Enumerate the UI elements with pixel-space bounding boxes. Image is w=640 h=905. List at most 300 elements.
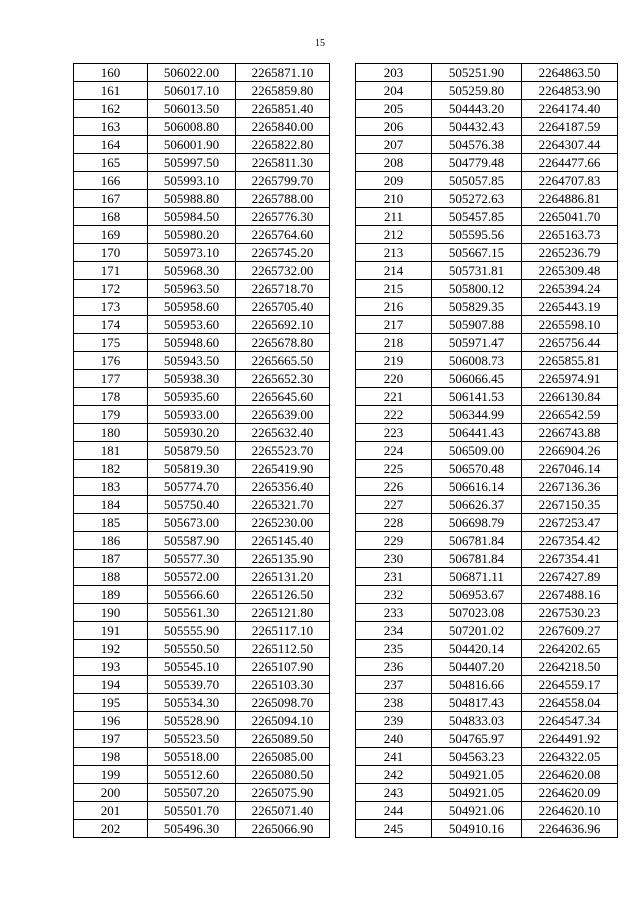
table-row	[74, 550, 330, 568]
point-number-cell: 210	[356, 190, 432, 208]
point-number-cell: 207	[356, 136, 432, 154]
x-coordinate-cell: 506001.90	[148, 136, 236, 154]
point-number-cell: 182	[74, 460, 148, 478]
point-number-cell: 223	[356, 424, 432, 442]
y-coordinate-cell: 2267354.41	[522, 550, 618, 568]
y-coordinate-cell: 2265121.80	[236, 604, 330, 622]
point-number-cell: 201	[74, 802, 148, 820]
y-coordinate-cell: 2267427.89	[522, 568, 618, 586]
point-number-cell: 241	[356, 748, 432, 766]
x-coordinate-cell: 505057.85	[432, 172, 522, 190]
table-row	[74, 712, 330, 730]
y-coordinate-cell: 2265356.40	[236, 478, 330, 496]
point-number-cell: 228	[356, 514, 432, 532]
table-row	[356, 784, 618, 802]
table-row	[74, 802, 330, 820]
table-row	[74, 244, 330, 262]
y-coordinate-cell: 2265041.70	[522, 208, 618, 226]
table-row	[74, 406, 330, 424]
table-row	[356, 244, 618, 262]
x-coordinate-cell: 505523.50	[148, 730, 236, 748]
y-coordinate-cell: 2266743.88	[522, 424, 618, 442]
point-number-cell: 178	[74, 388, 148, 406]
table-row	[74, 460, 330, 478]
point-number-cell: 238	[356, 694, 432, 712]
y-coordinate-cell: 2265692.10	[236, 316, 330, 334]
y-coordinate-cell: 2264559.17	[522, 676, 618, 694]
y-coordinate-cell: 2265071.40	[236, 802, 330, 820]
x-coordinate-cell: 505938.30	[148, 370, 236, 388]
y-coordinate-cell: 2265776.30	[236, 208, 330, 226]
y-coordinate-cell: 2265756.44	[522, 334, 618, 352]
y-coordinate-cell: 2264477.66	[522, 154, 618, 172]
x-coordinate-cell: 504921.06	[432, 802, 522, 820]
point-number-cell: 165	[74, 154, 148, 172]
table-row	[356, 226, 618, 244]
table-row	[74, 496, 330, 514]
point-number-cell: 215	[356, 280, 432, 298]
x-coordinate-cell: 504576.38	[432, 136, 522, 154]
x-coordinate-cell: 505518.00	[148, 748, 236, 766]
x-coordinate-cell: 505935.60	[148, 388, 236, 406]
point-number-cell: 239	[356, 712, 432, 730]
x-coordinate-cell: 505973.10	[148, 244, 236, 262]
point-number-cell: 216	[356, 298, 432, 316]
y-coordinate-cell: 2265075.90	[236, 784, 330, 802]
x-coordinate-cell: 505907.88	[432, 316, 522, 334]
y-coordinate-cell: 2264636.96	[522, 820, 618, 838]
point-number-cell: 173	[74, 298, 148, 316]
x-coordinate-cell: 506022.00	[148, 64, 236, 82]
x-coordinate-cell: 505997.50	[148, 154, 236, 172]
point-number-cell: 209	[356, 172, 432, 190]
x-coordinate-cell: 506626.37	[432, 496, 522, 514]
x-coordinate-cell: 506013.50	[148, 100, 236, 118]
table-row	[356, 334, 618, 352]
y-coordinate-cell: 2265678.80	[236, 334, 330, 352]
point-number-cell: 167	[74, 190, 148, 208]
y-coordinate-cell: 2265799.70	[236, 172, 330, 190]
x-coordinate-cell: 505879.50	[148, 442, 236, 460]
x-coordinate-cell: 506008.80	[148, 118, 236, 136]
x-coordinate-cell: 504420.14	[432, 640, 522, 658]
point-number-cell: 205	[356, 100, 432, 118]
y-coordinate-cell: 2265974.91	[522, 370, 618, 388]
y-coordinate-cell: 2266904.26	[522, 442, 618, 460]
point-number-cell: 177	[74, 370, 148, 388]
table-row	[356, 442, 618, 460]
x-coordinate-cell: 504817.43	[432, 694, 522, 712]
point-number-cell: 194	[74, 676, 148, 694]
table-row	[74, 424, 330, 442]
point-number-cell: 189	[74, 586, 148, 604]
table-row	[356, 388, 618, 406]
x-coordinate-cell: 505528.90	[148, 712, 236, 730]
table-row	[74, 532, 330, 550]
point-number-cell: 184	[74, 496, 148, 514]
y-coordinate-cell: 2265066.90	[236, 820, 330, 838]
x-coordinate-cell: 505948.60	[148, 334, 236, 352]
point-number-cell: 204	[356, 82, 432, 100]
table-row	[356, 514, 618, 532]
table-row	[74, 262, 330, 280]
y-coordinate-cell: 2267136.36	[522, 478, 618, 496]
y-coordinate-cell: 2267046.14	[522, 460, 618, 478]
coordinates-table-right	[355, 63, 618, 838]
table-row	[356, 532, 618, 550]
table-row	[74, 352, 330, 370]
table-row	[356, 676, 618, 694]
y-coordinate-cell: 2265085.00	[236, 748, 330, 766]
y-coordinate-cell: 2265764.60	[236, 226, 330, 244]
table-row	[74, 514, 330, 532]
y-coordinate-cell: 2265117.10	[236, 622, 330, 640]
x-coordinate-cell: 505971.47	[432, 334, 522, 352]
x-coordinate-cell: 505566.60	[148, 586, 236, 604]
table-row	[356, 370, 618, 388]
x-coordinate-cell: 505750.40	[148, 496, 236, 514]
x-coordinate-cell: 505731.81	[432, 262, 522, 280]
point-number-cell: 191	[74, 622, 148, 640]
x-coordinate-cell: 506871.11	[432, 568, 522, 586]
point-number-cell: 188	[74, 568, 148, 586]
x-coordinate-cell: 506066.45	[432, 370, 522, 388]
point-number-cell: 179	[74, 406, 148, 424]
x-coordinate-cell: 505958.60	[148, 298, 236, 316]
x-coordinate-cell: 506008.73	[432, 352, 522, 370]
point-number-cell: 170	[74, 244, 148, 262]
table-row	[356, 298, 618, 316]
y-coordinate-cell: 2267609.27	[522, 622, 618, 640]
y-coordinate-cell: 2265135.90	[236, 550, 330, 568]
y-coordinate-cell: 2265652.30	[236, 370, 330, 388]
point-number-cell: 212	[356, 226, 432, 244]
y-coordinate-cell: 2264620.09	[522, 784, 618, 802]
x-coordinate-cell: 506616.14	[432, 478, 522, 496]
x-coordinate-cell: 507023.08	[432, 604, 522, 622]
table-row	[356, 406, 618, 424]
table-row	[356, 118, 618, 136]
table-row	[74, 730, 330, 748]
y-coordinate-cell: 2265107.90	[236, 658, 330, 676]
table-row	[74, 100, 330, 118]
table-row	[74, 82, 330, 100]
y-coordinate-cell: 2265523.70	[236, 442, 330, 460]
table-row	[74, 622, 330, 640]
x-coordinate-cell: 505963.50	[148, 280, 236, 298]
point-number-cell: 185	[74, 514, 148, 532]
x-coordinate-cell: 505561.30	[148, 604, 236, 622]
x-coordinate-cell: 506953.67	[432, 586, 522, 604]
point-number-cell: 229	[356, 532, 432, 550]
y-coordinate-cell: 2265788.00	[236, 190, 330, 208]
y-coordinate-cell: 2264202.65	[522, 640, 618, 658]
x-coordinate-cell: 505933.00	[148, 406, 236, 424]
table-row	[74, 820, 330, 838]
point-number-cell: 213	[356, 244, 432, 262]
table-row	[74, 64, 330, 82]
y-coordinate-cell: 2264547.34	[522, 712, 618, 730]
point-number-cell: 198	[74, 748, 148, 766]
y-coordinate-cell: 2264558.04	[522, 694, 618, 712]
x-coordinate-cell: 505534.30	[148, 694, 236, 712]
y-coordinate-cell: 2265665.50	[236, 352, 330, 370]
table-row	[74, 478, 330, 496]
point-number-cell: 214	[356, 262, 432, 280]
y-coordinate-cell: 2267354.42	[522, 532, 618, 550]
y-coordinate-cell: 2265394.24	[522, 280, 618, 298]
y-coordinate-cell: 2264187.59	[522, 118, 618, 136]
x-coordinate-cell: 505953.60	[148, 316, 236, 334]
point-number-cell: 232	[356, 586, 432, 604]
y-coordinate-cell: 2267150.35	[522, 496, 618, 514]
x-coordinate-cell: 505673.00	[148, 514, 236, 532]
y-coordinate-cell: 2265131.20	[236, 568, 330, 586]
x-coordinate-cell: 504563.23	[432, 748, 522, 766]
table-row	[356, 712, 618, 730]
table-row	[356, 586, 618, 604]
point-number-cell: 222	[356, 406, 432, 424]
y-coordinate-cell: 2265705.40	[236, 298, 330, 316]
y-coordinate-cell: 2265822.80	[236, 136, 330, 154]
x-coordinate-cell: 505512.60	[148, 766, 236, 784]
page-number: 15	[315, 38, 325, 49]
table-row	[356, 64, 618, 82]
y-coordinate-cell: 2265745.20	[236, 244, 330, 262]
table-row	[74, 154, 330, 172]
y-coordinate-cell: 2266130.84	[522, 388, 618, 406]
point-number-cell: 208	[356, 154, 432, 172]
table-row	[74, 640, 330, 658]
x-coordinate-cell: 505943.50	[148, 352, 236, 370]
y-coordinate-cell: 2265855.81	[522, 352, 618, 370]
x-coordinate-cell: 505980.20	[148, 226, 236, 244]
y-coordinate-cell: 2265718.70	[236, 280, 330, 298]
y-coordinate-cell: 2264491.92	[522, 730, 618, 748]
point-number-cell: 243	[356, 784, 432, 802]
point-number-cell: 217	[356, 316, 432, 334]
x-coordinate-cell: 505251.90	[432, 64, 522, 82]
table-row	[74, 370, 330, 388]
x-coordinate-cell: 505272.63	[432, 190, 522, 208]
y-coordinate-cell: 2265080.50	[236, 766, 330, 784]
x-coordinate-cell: 504816.66	[432, 676, 522, 694]
point-number-cell: 219	[356, 352, 432, 370]
y-coordinate-cell: 2265094.10	[236, 712, 330, 730]
x-coordinate-cell: 506509.00	[432, 442, 522, 460]
x-coordinate-cell: 505555.90	[148, 622, 236, 640]
table-row	[356, 694, 618, 712]
x-coordinate-cell: 505457.85	[432, 208, 522, 226]
point-number-cell: 221	[356, 388, 432, 406]
table-row	[74, 172, 330, 190]
point-number-cell: 161	[74, 82, 148, 100]
table-row	[356, 478, 618, 496]
point-number-cell: 187	[74, 550, 148, 568]
point-number-cell: 193	[74, 658, 148, 676]
x-coordinate-cell: 505774.70	[148, 478, 236, 496]
x-coordinate-cell: 505819.30	[148, 460, 236, 478]
y-coordinate-cell: 2265840.00	[236, 118, 330, 136]
y-coordinate-cell: 2265871.10	[236, 64, 330, 82]
y-coordinate-cell: 2265851.40	[236, 100, 330, 118]
y-coordinate-cell: 2265236.79	[522, 244, 618, 262]
point-number-cell: 237	[356, 676, 432, 694]
point-number-cell: 227	[356, 496, 432, 514]
point-number-cell: 244	[356, 802, 432, 820]
y-coordinate-cell: 2265811.30	[236, 154, 330, 172]
x-coordinate-cell: 505577.30	[148, 550, 236, 568]
table-row	[356, 460, 618, 478]
point-number-cell: 169	[74, 226, 148, 244]
table-row	[74, 280, 330, 298]
y-coordinate-cell: 2265639.00	[236, 406, 330, 424]
x-coordinate-cell: 507201.02	[432, 622, 522, 640]
point-number-cell: 195	[74, 694, 148, 712]
y-coordinate-cell: 2265632.40	[236, 424, 330, 442]
table-row	[74, 316, 330, 334]
y-coordinate-cell: 2264322.05	[522, 748, 618, 766]
table-row	[74, 442, 330, 460]
point-number-cell: 181	[74, 442, 148, 460]
point-number-cell: 196	[74, 712, 148, 730]
x-coordinate-cell: 505259.80	[432, 82, 522, 100]
y-coordinate-cell: 2267530.23	[522, 604, 618, 622]
x-coordinate-cell: 506570.48	[432, 460, 522, 478]
table-row	[356, 82, 618, 100]
x-coordinate-cell: 504765.97	[432, 730, 522, 748]
x-coordinate-cell: 504910.16	[432, 820, 522, 838]
table-row	[356, 136, 618, 154]
table-row	[74, 604, 330, 622]
x-coordinate-cell: 505550.50	[148, 640, 236, 658]
x-coordinate-cell: 505501.70	[148, 802, 236, 820]
y-coordinate-cell: 2264707.83	[522, 172, 618, 190]
x-coordinate-cell: 504443.20	[432, 100, 522, 118]
table-row	[356, 622, 618, 640]
y-coordinate-cell: 2264620.10	[522, 802, 618, 820]
y-coordinate-cell: 2264218.50	[522, 658, 618, 676]
x-coordinate-cell: 505993.10	[148, 172, 236, 190]
table-row	[74, 676, 330, 694]
point-number-cell: 234	[356, 622, 432, 640]
y-coordinate-cell: 2265145.40	[236, 532, 330, 550]
point-number-cell: 197	[74, 730, 148, 748]
coordinates-table-left	[73, 63, 330, 838]
point-number-cell: 164	[74, 136, 148, 154]
table-row	[356, 802, 618, 820]
point-number-cell: 163	[74, 118, 148, 136]
point-number-cell: 199	[74, 766, 148, 784]
y-coordinate-cell: 2264886.81	[522, 190, 618, 208]
table-row	[74, 190, 330, 208]
table-row	[356, 820, 618, 838]
x-coordinate-cell: 505984.50	[148, 208, 236, 226]
x-coordinate-cell: 506698.79	[432, 514, 522, 532]
point-number-cell: 200	[74, 784, 148, 802]
point-number-cell: 211	[356, 208, 432, 226]
table-row	[356, 172, 618, 190]
y-coordinate-cell: 2264620.08	[522, 766, 618, 784]
point-number-cell: 235	[356, 640, 432, 658]
table-row	[356, 766, 618, 784]
point-number-cell: 218	[356, 334, 432, 352]
table-row	[356, 316, 618, 334]
table-row	[74, 388, 330, 406]
y-coordinate-cell: 2267253.47	[522, 514, 618, 532]
point-number-cell: 203	[356, 64, 432, 82]
table-row	[74, 658, 330, 676]
x-coordinate-cell: 504432.43	[432, 118, 522, 136]
point-number-cell: 192	[74, 640, 148, 658]
x-coordinate-cell: 504833.03	[432, 712, 522, 730]
y-coordinate-cell: 2266542.59	[522, 406, 618, 424]
table-row	[74, 334, 330, 352]
point-number-cell: 175	[74, 334, 148, 352]
point-number-cell: 242	[356, 766, 432, 784]
y-coordinate-cell: 2265126.50	[236, 586, 330, 604]
x-coordinate-cell: 505496.30	[148, 820, 236, 838]
x-coordinate-cell: 504407.20	[432, 658, 522, 676]
x-coordinate-cell: 505507.20	[148, 784, 236, 802]
table-row	[74, 208, 330, 226]
x-coordinate-cell: 504779.48	[432, 154, 522, 172]
point-number-cell: 233	[356, 604, 432, 622]
x-coordinate-cell: 506781.84	[432, 550, 522, 568]
table-row	[356, 352, 618, 370]
point-number-cell: 176	[74, 352, 148, 370]
y-coordinate-cell: 2264863.50	[522, 64, 618, 82]
y-coordinate-cell: 2265098.70	[236, 694, 330, 712]
x-coordinate-cell: 505572.00	[148, 568, 236, 586]
table-row	[74, 586, 330, 604]
table-row	[74, 694, 330, 712]
y-coordinate-cell: 2264307.44	[522, 136, 618, 154]
point-number-cell: 236	[356, 658, 432, 676]
y-coordinate-cell: 2265163.73	[522, 226, 618, 244]
y-coordinate-cell: 2265321.70	[236, 496, 330, 514]
point-number-cell: 180	[74, 424, 148, 442]
table-row	[356, 262, 618, 280]
x-coordinate-cell: 505667.15	[432, 244, 522, 262]
y-coordinate-cell: 2265230.00	[236, 514, 330, 532]
y-coordinate-cell: 2264174.40	[522, 100, 618, 118]
y-coordinate-cell: 2265309.48	[522, 262, 618, 280]
y-coordinate-cell: 2265443.19	[522, 298, 618, 316]
table-row	[356, 496, 618, 514]
y-coordinate-cell: 2265645.60	[236, 388, 330, 406]
point-number-cell: 162	[74, 100, 148, 118]
point-number-cell: 172	[74, 280, 148, 298]
table-row	[356, 658, 618, 676]
point-number-cell: 240	[356, 730, 432, 748]
y-coordinate-cell: 2267488.16	[522, 586, 618, 604]
table-row	[74, 748, 330, 766]
table-row	[356, 154, 618, 172]
y-coordinate-cell: 2264853.90	[522, 82, 618, 100]
x-coordinate-cell: 506017.10	[148, 82, 236, 100]
x-coordinate-cell: 505587.90	[148, 532, 236, 550]
table-row	[74, 136, 330, 154]
x-coordinate-cell: 504921.05	[432, 784, 522, 802]
point-number-cell: 224	[356, 442, 432, 460]
x-coordinate-cell: 506781.84	[432, 532, 522, 550]
point-number-cell: 190	[74, 604, 148, 622]
table-row	[356, 604, 618, 622]
x-coordinate-cell: 505829.35	[432, 298, 522, 316]
x-coordinate-cell: 504921.05	[432, 766, 522, 784]
point-number-cell: 174	[74, 316, 148, 334]
